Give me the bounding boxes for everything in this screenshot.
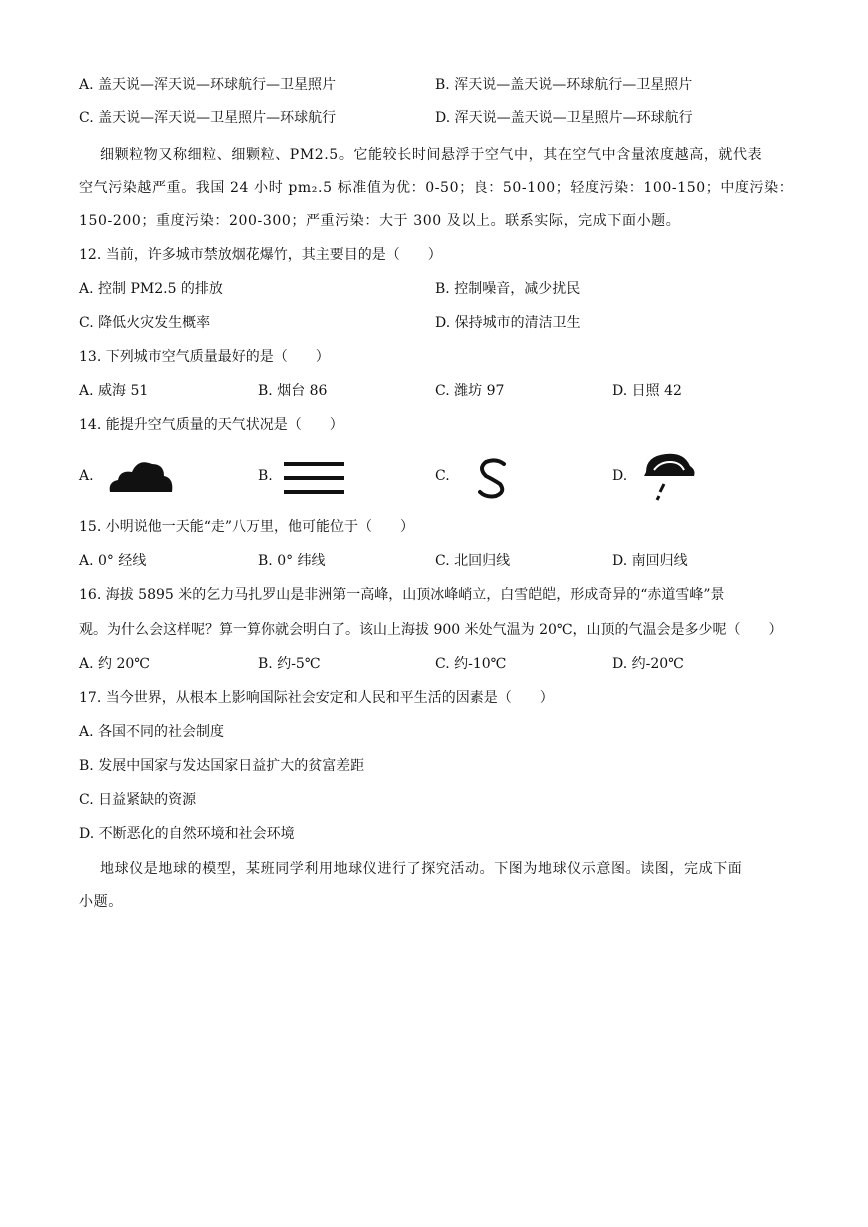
q14-option-b: B. [258,468,273,484]
q11-option-c: C. 盖天说—浑天说—卫星照片—环球航行 [79,110,337,126]
q17-option-b: B. 发展中国家与发达国家日益扩大的贫富差距 [79,758,365,774]
q15-option-a: A. 0° 经线 [79,553,147,569]
globe-passage-line-1: 地球仪是地球的模型，某班同学利用地球仪进行了探究活动。下图为地球仪示意图。读图，完成下面 [100,861,743,877]
q15-option-d: D. 南回归线 [612,553,688,569]
q11-option-b: B. 浑天说—盖天说—环球航行—卫星照片 [435,77,693,93]
q15-option-b: B. 0° 纬线 [258,553,326,569]
q13-option-c: C. 潍坊 97 [435,383,505,399]
q11-option-d: D. 浑天说—盖天说—卫星照片—环球航行 [435,110,693,126]
sandstorm-icon [474,456,514,500]
q17-option-d: D. 不断恶化的自然环境和社会环境 [79,826,295,842]
q17-option-a: A. 各国不同的社会制度 [79,724,225,740]
q13-stem: 13. 下列城市空气质量最好的是（ ） [79,349,330,365]
q16-option-b: B. 约-5℃ [258,656,321,672]
pm-passage-line-3: 150-200；重度污染：200-300；严重污染：大于 300 及以上。联系实际，完成下面小题。 [79,213,681,229]
cloudy-icon [106,452,176,496]
q14-option-a: A. [79,468,94,484]
q11-option-a: A. 盖天说—浑天说—环球航行—卫星照片 [79,77,337,93]
q16-option-d: D. 约-20℃ [612,656,684,672]
q13-option-b: B. 烟台 86 [258,383,328,399]
q16-option-a: A. 约 20℃ [79,656,150,672]
q15-option-c: C. 北回归线 [435,553,511,569]
q14-stem: 14. 能提升空气质量的天气状况是（ ） [79,417,344,433]
q16-option-c: C. 约-10℃ [435,656,507,672]
q12-option-c: C. 降低火灾发生概率 [79,315,211,331]
q15-stem: 15. 小明说他一天能“走”八万里，他可能位于（ ） [79,519,415,535]
pm-passage-line-2: 空气污染越严重。我国 24 小时 pm₂.5 标准值为优：0-50；良：50-100；轻度污染：100-150；中度污染： [79,180,794,196]
q13-option-a: A. 威海 51 [79,383,149,399]
q16-stem-line-2: 观。为什么会这样呢？算一算你就会明白了。该山上海拔 900 米处气温为 20℃，山顶的气温会是多少呢（ ） [79,622,783,638]
q16-stem-line-1: 16. 海拔 5895 米的乞力马扎罗山是非洲第一高峰，山顶冰峰峭立，白雪皑皑，形成奇异的“赤道雪峰”景 [79,587,725,603]
q12-option-b: B. 控制噪音，减少扰民 [435,281,581,297]
pm-passage-line-1: 细颗粒物又称细粒、细颗粒、PM2.5。它能较长时间悬浮于空气中，其在空气中含量浓度越高，就代表 [100,147,763,163]
q17-stem: 17. 当今世界，从根本上影响国际社会安定和人民和平生活的因素是（ ） [79,690,554,706]
rain-icon [640,448,698,504]
q12-stem: 12. 当前，许多城市禁放烟花爆竹，其主要目的是（ ） [79,247,442,263]
q12-option-a: A. 控制 PM2.5 的排放 [79,281,223,297]
q14-option-d: D. [612,468,628,484]
q13-option-d: D. 日照 42 [612,383,682,399]
q17-option-c: C. 日益紧缺的资源 [79,792,197,808]
q12-option-d: D. 保持城市的清洁卫生 [435,315,581,331]
q14-option-c: C. [435,468,450,484]
globe-passage-line-2: 小题。 [79,894,123,910]
fog-icon [282,458,346,498]
